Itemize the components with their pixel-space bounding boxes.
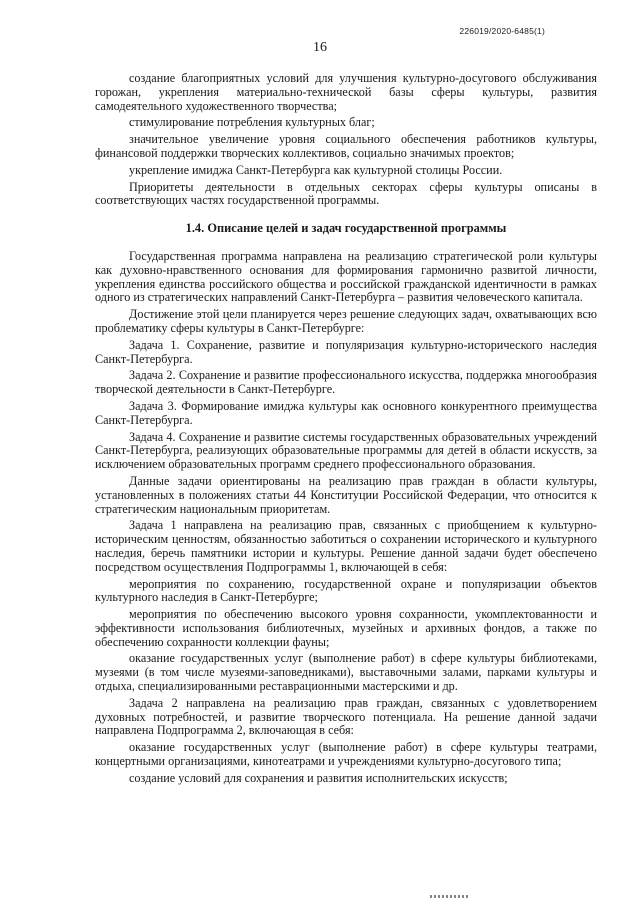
document-code: 226019/2020-6485(1): [459, 26, 545, 36]
task-paragraph: Задача 1. Сохранение, развитие и популяризация культурно-исторического наследия Санкт-Петербурга.: [95, 337, 597, 366]
scan-footer-mark: [430, 895, 470, 898]
paragraph: укрепление имиджа Санкт-Петербурга как культурной столицы России.: [129, 162, 503, 177]
paragraph: Государственная программа направлена на реализацию стратегической роли культуры как духовно-нравственного основания для формирования гармонично развитой личности, укрепления единства российского общества и российской гражданской идентичности в рамках одного из стратегических направлений Санкт-Петербурга – развития человеческого капитала.: [95, 248, 597, 305]
paragraph: значительное увеличение уровня социального обеспечения работников культуры, финансовой поддержки творческих коллективов, социально значимых проектов;: [95, 132, 597, 160]
list-paragraph: мероприятия по обеспечению высокого уровня сохранности, укомплектованности и эффективности использования библиотечных, музейных и архивных фондов, а также по обеспечению сохранности коллекции фауны;: [95, 607, 597, 649]
paragraph: стимулирование потребления культурных благ;: [129, 115, 375, 130]
section-heading: 1.4. Описание целей и задач государственной программы: [185, 221, 507, 236]
paragraph: Приоритеты деятельности в отдельных секторах сферы культуры описаны в соответствующих частях государственной программы.: [95, 179, 597, 208]
paragraph: создание благоприятных условий для улучшения культурно-досугового обслуживания горожан, укрепления материально-технической базы сферы культуры, развития самодеятельного художественного творчества;: [95, 71, 597, 113]
task-paragraph: Задача 4. Сохранение и развитие системы государственных образовательных учреждений Санкт-Петербурга, реализующих образовательные программы для детей в области искусств, за исключением образовательных программ среднего профессионального образования.: [95, 429, 597, 472]
task-paragraph: Задача 2. Сохранение и развитие профессионального искусства, поддержка многообразия творческой деятельности в Санкт-Петербурге.: [95, 368, 597, 397]
list-paragraph: оказание государственных услуг (выполнение работ) в сфере культуры библиотеками, музеями (в том числе музеями-заповедниками), выставочными залами, парками культуры и отдыха, специализированными реставрационными мастерскими и др.: [95, 651, 597, 694]
paragraph: Задача 2 направлена на реализацию прав граждан, связанных с удовлетворением духовных потребностей, и развитие творческого потенциала. На решение данной задачи направлена Подпрограмма 2, включающая в себя:: [95, 695, 597, 738]
paragraph: Данные задачи ориентированы на реализацию прав граждан в области культуры, установленных в положениях статьи 44 Конституции Российской Федерации, что относится к стратегическим национальным приоритетам.: [95, 473, 597, 516]
document-body: [95, 72, 597, 789]
list-paragraph: оказание государственных услуг (выполнение работ) в сфере культуры театрами, концертными организациями, кинотеатрами и учреждениями культурно-досугового типа;: [95, 740, 597, 769]
list-paragraph: создание условий для сохранения и развития исполнительских искусств;: [129, 770, 508, 785]
page-number: 16: [313, 40, 327, 55]
paragraph: Задача 1 направлена на реализацию прав, связанных с приобщением к культурно-историческим ценностям, обязанностью заботиться о сохранении исторического и культурного наследия, беречь памятники истории и культуры. Решение данной задачи будет обеспечено посредством осуществления Подпрограммы 1, включающей в себя:: [95, 518, 597, 574]
task-paragraph: Задача 3. Формирование имиджа культуры как основного конкурентного преимущества Санкт-Петербурга.: [95, 398, 597, 427]
paragraph: Достижение этой цели планируется через решение следующих задач, охватывающих всю проблематику сферы культуры в Санкт-Петербурге:: [95, 307, 597, 335]
list-paragraph: мероприятия по сохранению, государственной охране и популяризации объектов культурного наследия в Санкт-Петербурге;: [95, 576, 597, 605]
